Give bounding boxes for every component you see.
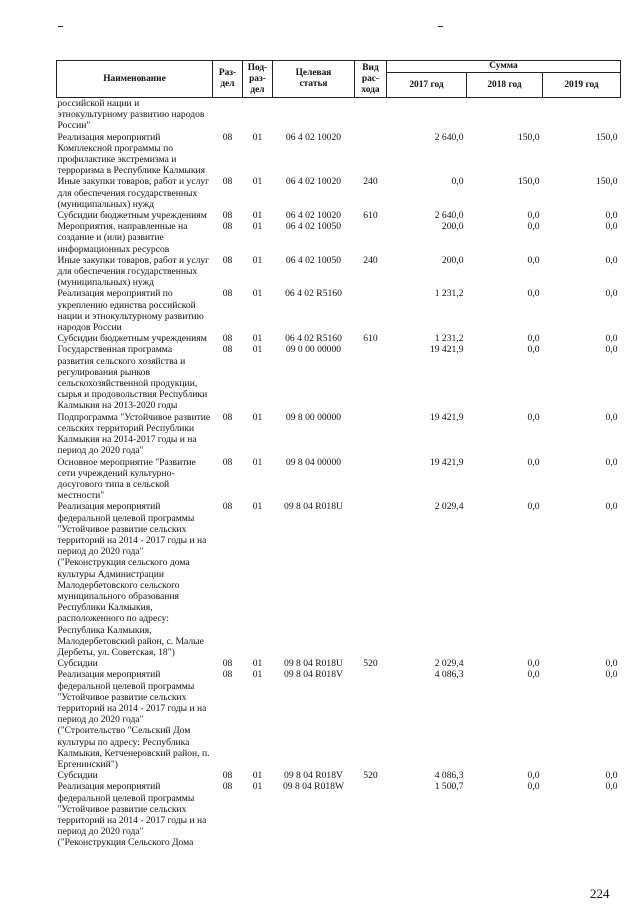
row-target: 06 4 02 10020 xyxy=(285,210,342,222)
row-vid: 240 xyxy=(363,254,378,266)
table-body xyxy=(57,98,621,849)
row-sum-2017: 2 640,0 xyxy=(434,210,464,222)
row-target: 09 8 04 R018V xyxy=(284,669,343,681)
row-name: Субсидии бюджетным учреждениям xyxy=(57,333,207,345)
row-section: 08 xyxy=(222,254,233,266)
row-subsection: 01 xyxy=(252,781,263,793)
row-vid xyxy=(355,288,387,333)
row-sum-2017: 4 086,3 xyxy=(434,770,464,782)
row-vid: 520 xyxy=(363,770,378,782)
row-name: Иные закупки товаров, работ и услуг для обеспечения государственных (муниципальных) нужд xyxy=(57,254,210,289)
header-subsection-text: Под- раз- дел xyxy=(247,62,268,95)
row-sum-2018: 0,0 xyxy=(527,221,540,233)
row-section: 08 xyxy=(222,344,233,356)
row-name: Реализация мероприятий федеральной целевой программы "Устойчивое развитие сельских территорий на 2014 - 2017 годы и на период до 2020 года" ("Реконструкция Сельского Дома xyxy=(57,781,207,849)
table-row xyxy=(57,176,621,210)
row-section: 08 xyxy=(222,669,233,681)
row-section xyxy=(213,98,243,132)
row-vid xyxy=(355,221,387,255)
row-sum-2019: 0,0 xyxy=(605,658,618,670)
row-subsection xyxy=(243,98,273,132)
row-target: 06 4 02 R5160 xyxy=(285,288,342,300)
row-target: 06 4 02 10020 xyxy=(285,176,342,188)
row-sum-2017: 19 421,9 xyxy=(429,344,464,356)
row-sum-2018: 0,0 xyxy=(527,333,540,345)
header-dash-left xyxy=(58,26,63,27)
row-sum-2018: 0,0 xyxy=(527,501,540,513)
row-subsection: 01 xyxy=(252,411,263,423)
row-name: Государственная программа развития сельского хозяйства и регулирования рынков сельскохозяйственной продукции, сырья и продовольствия Республики Калмыкия на 2013-2020 годы xyxy=(57,344,208,412)
table-row xyxy=(57,781,621,848)
row-subsection: 01 xyxy=(252,658,263,670)
row-sum-2017: 0,0 xyxy=(451,176,464,188)
row-sum-2018: 0,0 xyxy=(527,344,540,356)
row-section: 08 xyxy=(222,456,233,468)
row-sum-2019: 0,0 xyxy=(605,254,618,266)
row-subsection: 01 xyxy=(252,333,263,345)
row-vid xyxy=(355,98,387,132)
header-target xyxy=(273,61,355,98)
table-row xyxy=(57,669,621,770)
row-target: 06 4 02 10050 xyxy=(285,254,342,266)
row-subsection: 01 xyxy=(252,344,263,356)
header-vid xyxy=(355,61,387,98)
row-sum-2019: 150,0 xyxy=(595,131,618,143)
row-subsection: 01 xyxy=(252,221,263,233)
row-subsection: 01 xyxy=(252,288,263,300)
table-row xyxy=(57,132,621,177)
row-vid xyxy=(355,669,387,770)
row-sum-2017: 2 640,0 xyxy=(434,131,464,143)
header-year-2019: 2019 год xyxy=(543,73,621,98)
row-vid xyxy=(355,132,387,177)
row-sum-2019: 0,0 xyxy=(605,221,618,233)
row-sum-2019: 0,0 xyxy=(605,456,618,468)
row-sum-2017: 19 421,9 xyxy=(429,456,464,468)
row-sum-2017: 200,0 xyxy=(441,221,464,233)
row-sum-2017: 2 029,4 xyxy=(434,658,464,670)
header-sum: Сумма xyxy=(387,61,621,73)
row-target: 06 4 02 10020 xyxy=(285,131,342,143)
table-row xyxy=(57,210,621,221)
row-section: 08 xyxy=(222,210,233,222)
row-target: 09 8 04 R018U xyxy=(284,658,343,670)
row-sum-2018: 0,0 xyxy=(527,210,540,222)
row-target: 09 8 04 R018V xyxy=(284,770,343,782)
row-sum-2018: 0,0 xyxy=(527,288,540,300)
header-section xyxy=(213,61,243,98)
row-section: 08 xyxy=(222,770,233,782)
row-subsection: 01 xyxy=(252,501,263,513)
row-name: Субсидии бюджетным учреждениям xyxy=(57,210,207,222)
row-sum-2019: 0,0 xyxy=(605,501,618,513)
row-target: 09 8 04 R018W xyxy=(282,781,345,793)
table-row xyxy=(57,255,621,289)
row-sum-2017: 1 231,2 xyxy=(434,333,464,345)
row-sum-2018: 150,0 xyxy=(517,176,540,188)
table-row xyxy=(57,457,621,502)
row-section: 08 xyxy=(222,176,233,188)
row-subsection: 01 xyxy=(252,254,263,266)
row-vid: 610 xyxy=(363,333,378,345)
header-subsection xyxy=(243,61,273,98)
row-vid xyxy=(355,457,387,502)
table-row xyxy=(57,501,621,658)
table-row xyxy=(57,658,621,669)
row-sum-2019: 0,0 xyxy=(605,288,618,300)
row-name: Реализация мероприятий Комплексной программы по профилактике экстремизма и терроризма в Республике Калмыкия xyxy=(57,131,206,177)
table-row xyxy=(57,344,621,411)
header-vid-text: Вид рас- хода xyxy=(361,62,380,95)
row-vid xyxy=(355,412,387,457)
row-sum-2018: 0,0 xyxy=(527,669,540,681)
table-header xyxy=(57,61,621,98)
row-name: Иные закупки товаров, работ и услуг для обеспечения государственных (муниципальных) нужд xyxy=(57,176,210,210)
row-sum-2017 xyxy=(387,98,467,132)
row-section: 08 xyxy=(222,333,233,345)
row-target: 06 4 02 R5160 xyxy=(285,333,342,345)
row-target: 09 8 04 R018U xyxy=(284,501,343,513)
row-subsection: 01 xyxy=(252,770,263,782)
row-sum-2018: 0,0 xyxy=(527,411,540,423)
row-name: Основное мероприятие "Развитие сети учреждений культурно-досугового типа в сельской местности" xyxy=(57,456,196,502)
header-target-text: Целевая статья xyxy=(295,68,332,89)
row-sum-2019: 150,0 xyxy=(595,176,618,188)
row-name: Мероприятия, направленные на создание и (или) развитие информационных ресурсов xyxy=(57,221,188,255)
row-target: 06 4 02 10050 xyxy=(285,221,342,233)
row-vid xyxy=(355,781,387,848)
row-subsection: 01 xyxy=(252,210,263,222)
row-name: российской нации и этнокультурному развитию народов России" xyxy=(57,98,205,132)
row-name: Реализация мероприятий федеральной целевой программы "Устойчивое развитие сельских территорий на 2014 - 2017 годы и на период до 2020 года" ("Строительство "Сельский Дом культуры по адресу: Республика Калмыкия, Кетченеровский район, п. Ергенинский") xyxy=(57,669,210,770)
row-sum-2017: 2 029,4 xyxy=(434,501,464,513)
row-vid xyxy=(355,501,387,658)
row-sum-2019: 0,0 xyxy=(605,781,618,793)
row-section: 08 xyxy=(222,411,233,423)
row-vid xyxy=(355,344,387,411)
row-section: 08 xyxy=(222,781,233,793)
row-target: 09 8 04 00000 xyxy=(285,456,342,468)
header-year-2017: 2017 год xyxy=(387,73,467,98)
row-name: Субсидии xyxy=(57,770,98,782)
row-target xyxy=(273,98,355,132)
row-vid: 240 xyxy=(363,176,378,188)
table-row xyxy=(57,288,621,333)
row-sum-2019: 0,0 xyxy=(605,669,618,681)
row-sum-2019: 0,0 xyxy=(605,333,618,345)
row-section: 08 xyxy=(222,658,233,670)
row-target: 09 0 00 00000 xyxy=(285,344,342,356)
row-sum-2018: 150,0 xyxy=(517,131,540,143)
row-sum-2017: 1 500,7 xyxy=(434,781,464,793)
budget-table xyxy=(56,60,621,849)
row-section: 08 xyxy=(222,501,233,513)
row-sum-2018: 0,0 xyxy=(527,781,540,793)
row-sum-2018: 0,0 xyxy=(527,254,540,266)
row-subsection: 01 xyxy=(252,131,263,143)
table-row xyxy=(57,221,621,255)
row-subsection: 01 xyxy=(252,669,263,681)
row-sum-2018: 0,0 xyxy=(527,456,540,468)
row-sum-2018 xyxy=(467,98,543,132)
header-year-2018: 2018 год xyxy=(467,73,543,98)
row-sum-2017: 1 231,2 xyxy=(434,288,464,300)
row-section: 08 xyxy=(222,131,233,143)
row-section: 08 xyxy=(222,288,233,300)
row-name: Подпрограмма "Устойчивое развитие сельских территорий Республики Калмыкия на 2014-2017 годы и на период до 2020 года" xyxy=(57,411,211,457)
row-section: 08 xyxy=(222,221,233,233)
row-sum-2018: 0,0 xyxy=(527,658,540,670)
table-row xyxy=(57,770,621,781)
row-sum-2019 xyxy=(543,98,621,132)
row-sum-2019: 0,0 xyxy=(605,411,618,423)
row-subsection: 01 xyxy=(252,456,263,468)
row-sum-2019: 0,0 xyxy=(605,210,618,222)
row-sum-2017: 200,0 xyxy=(441,254,464,266)
row-sum-2017: 19 421,9 xyxy=(429,411,464,423)
page-number: 224 xyxy=(590,886,610,901)
row-name: Субсидии xyxy=(57,658,98,670)
header-section-text: Раз- дел xyxy=(218,68,237,89)
row-subsection: 01 xyxy=(252,176,263,188)
row-vid: 610 xyxy=(363,210,378,222)
table-row xyxy=(57,333,621,344)
table-row xyxy=(57,412,621,457)
row-name: Реализация мероприятий федеральной целевой программы "Устойчивое развитие сельских территорий на 2014 - 2017 годы и на период до 2020 года" ("Реконструкция сельского дома культуры Администрации Малодербетовского сельского муниципального образования Республики Калмыкия, расположенного по адресу: Республика Калмыкия, Малодербетовский район, с. Малые Дербеты, ул. Советская, 18") xyxy=(57,501,207,658)
row-target: 09 8 00 00000 xyxy=(285,411,342,423)
row-sum-2019: 0,0 xyxy=(605,344,618,356)
table-row xyxy=(57,98,621,132)
row-sum-2019: 0,0 xyxy=(605,770,618,782)
row-sum-2017: 4 086,3 xyxy=(434,669,464,681)
row-sum-2018: 0,0 xyxy=(527,770,540,782)
row-name: Реализация мероприятий по укреплению единства российской нации и этнокультурному развитию народов России xyxy=(57,288,204,334)
row-vid: 520 xyxy=(363,658,378,670)
header-dash-right xyxy=(438,26,443,27)
header-name: Наименование xyxy=(57,61,213,98)
